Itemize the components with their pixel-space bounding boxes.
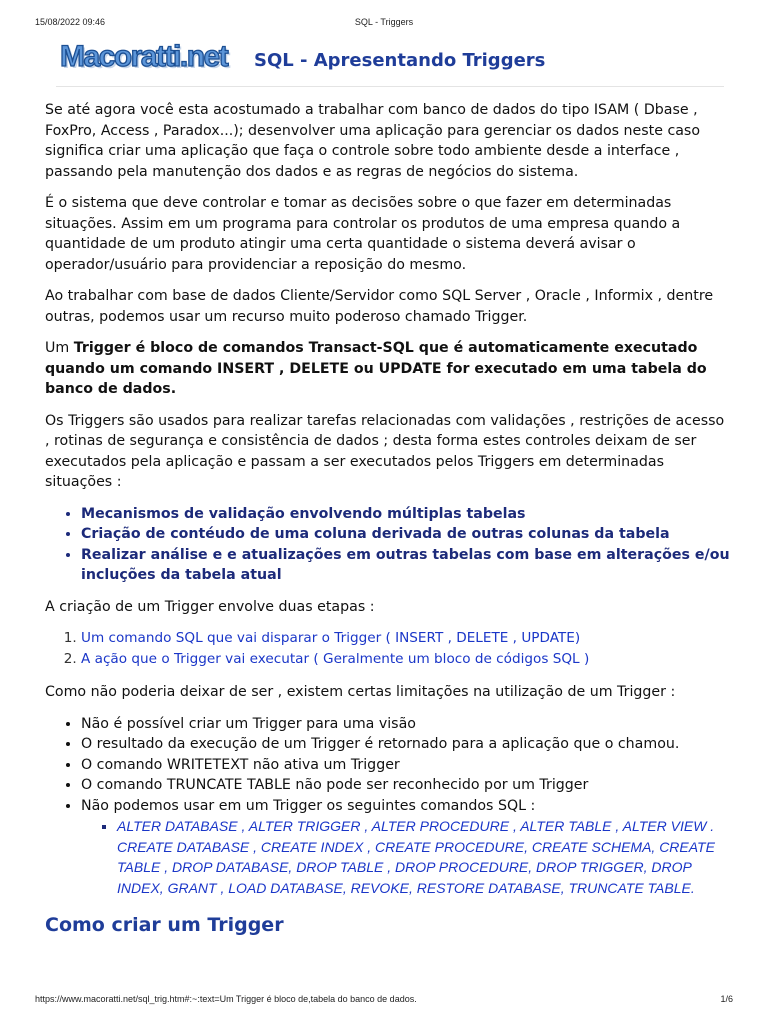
list-item: 2. A ação que o Trigger vai executar ( Geralmente um bloco de códigos SQL ) [81, 649, 730, 670]
print-datetime: 15/08/2022 09:46 [35, 17, 106, 27]
system-paragraph: É o sistema que deve controlar e tomar as decisões sobre o que fazer em determinadas situações. Assim em um programa para controlar os produtos de uma empresa quando a quantidade de um produto atingir uma certa quantidade o sistema deverá avisar o operador/usuário para providenciar a reposição do mesmo. [45, 195, 681, 273]
definition-mid2: que é automaticamente executado quando um comando INSERT , DELETE ou UPDATE for executado em uma tabela do banco de dados. [45, 340, 707, 397]
definition-mid1: é bloco de comandos [130, 340, 309, 356]
intro-paragraph: Se até agora você esta acostumado a trabalhar com banco de dados do tipo ISAM ( Dbase , FoxPro, Access , Paradox...); desenvolver uma aplicação para gerenciar os dados neste caso significa criar uma aplicação que faça o controle sobre todo ambiente desde a interface , passando pela manutenção dos dados e as regras de negócios do sistema. [45, 102, 701, 180]
list-item: • Mecanismos de validação envolvendo múltiplas tabelas [81, 504, 730, 525]
definition-term-transact-sql: Transact-SQL [308, 340, 414, 356]
steps-list [45, 628, 730, 670]
page-title: SQL - Apresentando Triggers [254, 50, 546, 71]
print-url: https://www.macoratti.net/sql_trig.htm#:~:text=Um Trigger é bloco de,tabela do banco de dados. [35, 994, 417, 1004]
limits-list [45, 714, 730, 899]
print-page-number: 1/6 [720, 994, 733, 1004]
article-content [45, 100, 730, 937]
sql-commands-item: ▪ ALTER DATABASE , ALTER TRIGGER , ALTER PROCEDURE , ALTER TABLE , ALTER VIEW . CREATE DATABASE , CREATE INDEX , CREATE PROCEDURE, CREATE SCHEMA, CREATE TABLE , DROP DATABASE, DROP TABLE , DROP PROCEDURE, DROP TRIGGER, DROP INDEX, GRANT , LOAD DATABASE, REVOKE, RESTORE DATABASE, TRUNCATE TABLE. [117, 816, 730, 898]
list-item: • O resultado da execução de um Trigger é retornado para a aplicação que o chamou. [81, 734, 730, 755]
title-bar [56, 40, 724, 87]
sql-commands-list [81, 816, 730, 898]
list-item: • Realizar análise e e atualizações em outras tabelas com base em alterações e/ou incluções da tabela atual [81, 545, 730, 586]
limits-item-label: Não podemos usar em um Trigger os seguintes comandos SQL : [81, 797, 536, 814]
limits-intro: Como não poderia deixar de ser , existem certas limitações na utilização de um Trigger : [45, 684, 676, 700]
print-doc-title: SQL - Triggers [354, 17, 414, 27]
list-item [81, 796, 730, 899]
list-item: • Não é possível criar um Trigger para uma visão [81, 714, 730, 735]
list-item: • O comando TRUNCATE TABLE não pode ser reconhecido por um Trigger [81, 775, 730, 796]
steps-intro: A criação de um Trigger envolve duas etapas : [45, 598, 375, 615]
section-heading: Como criar um Trigger [45, 914, 284, 936]
list-item: 1. Um comando SQL que vai disparar o Trigger ( INSERT , DELETE , UPDATE) [81, 628, 730, 649]
site-logo[interactable]: Macoratti.net [60, 40, 228, 73]
definition-pre: Um [45, 340, 74, 356]
list-item: • Criação de contéudo de uma coluna derivada de outras colunas da tabela [81, 524, 730, 545]
print-header [35, 17, 733, 31]
usage-paragraph: Os Triggers são usados para realizar tarefas relacionadas com validações , restrições de acesso , rotinas de segurança e consistência de dados ; desta forma estes controles deixam de ser executados pela aplicação e passam a ser executados pelos Triggers em determinadas situações : [45, 412, 725, 490]
list-item: • O comando WRITETEXT não ativa um Trigger [81, 755, 730, 776]
definition-term-trigger: Trigger [73, 340, 131, 356]
print-footer [35, 994, 733, 1008]
client-server-paragraph: Ao trabalhar com base de dados Cliente/Servidor como SQL Server , Oracle , Informix , dentre outras, podemos usar um recurso muito poderoso chamado Trigger. [45, 288, 714, 325]
uses-list [45, 504, 730, 586]
trigger-definition [45, 338, 730, 400]
